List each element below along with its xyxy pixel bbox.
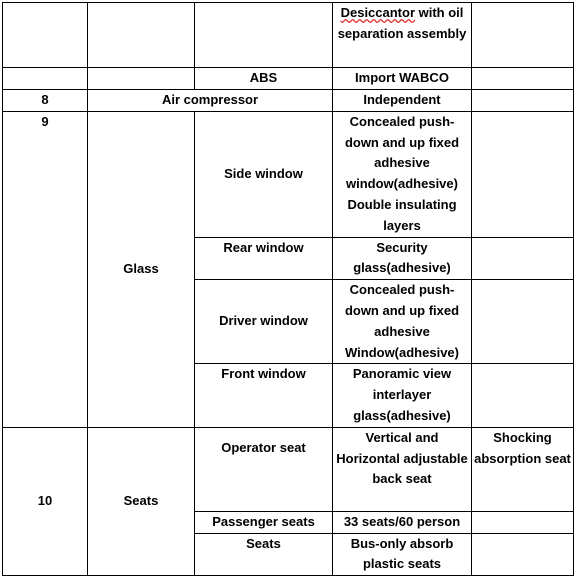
cell-text: with oil separation assembly [337,5,467,41]
table-cell [333,280,472,364]
table-cell [3,111,88,427]
table-cell [472,237,574,280]
table-row [3,111,574,237]
cell-text: ABS [249,70,278,86]
table-cell [195,364,333,427]
table-row [3,90,574,112]
table-cell [195,427,333,511]
table-cell [333,364,472,427]
table-cell [333,533,472,576]
cell-text: 33 seats/60 person [343,513,461,529]
cell-text: Vertical and Horizontal adjustable back seat [336,429,468,487]
table-cell [333,237,472,280]
table-cell [333,427,472,511]
cell-text: Independent [363,92,441,107]
table-cell [333,511,472,533]
table-cell [472,364,574,427]
cell-text: Driver window [219,313,308,329]
cell-text: Concealed push-down and up fixed adhesive Window(adhesive) [344,282,460,360]
table-cell [333,111,472,237]
cell-text: Passenger seats [212,513,315,529]
table-cell [333,68,472,90]
cell-text: Panoramic view interlayer glass(adhesive) [352,366,452,423]
table-cell [195,111,333,237]
cell-text: Operator seat [221,439,306,455]
table-cell [472,111,574,237]
table-cell [195,3,333,68]
table-cell [88,68,195,90]
table-cell [472,427,574,511]
spec-table [2,2,574,576]
cell-text: Concealed push-down and up fixed adhesive window(adhesive) Double insulating layers [344,113,460,233]
table-cell [195,533,333,576]
table-cell [3,3,88,68]
table-cell [195,237,333,280]
row-number: 10 [37,493,53,509]
misspelled-word: Desiccantor [340,5,416,20]
table-cell [472,280,574,364]
cell-text: Air compressor [161,92,259,107]
group-label: Seats [123,493,159,509]
cell-text: Shocking absorption seat [474,429,571,466]
table-row [3,427,574,511]
table-cell [3,427,88,575]
row-number: 9 [41,113,49,129]
cell-text: Side window [224,165,303,181]
table-cell [88,3,195,68]
table-cell [472,3,574,68]
table-cell [3,90,88,112]
table-cell [472,511,574,533]
cell-text: Security glass(adhesive) [353,239,451,276]
table-cell [333,3,472,68]
table-cell [472,533,574,576]
cell-text: Bus-only absorb plastic seats [350,535,454,572]
cell-text: Seats [246,535,281,551]
table-row [3,68,574,90]
cell-text: Import WABCO [355,70,449,86]
table-cell [88,427,195,575]
table-cell [88,111,195,427]
cell-text: Front window [221,366,306,382]
group-label: Glass [123,260,159,276]
table-cell [88,90,333,112]
table-cell [195,511,333,533]
table-cell [472,90,574,112]
table-cell [195,280,333,364]
table-cell [195,68,333,90]
table-row [3,3,574,68]
table-cell [472,68,574,90]
table-cell [333,90,472,112]
row-number: 8 [41,92,49,107]
table-cell [3,68,88,90]
cell-text: Rear window [223,239,304,255]
